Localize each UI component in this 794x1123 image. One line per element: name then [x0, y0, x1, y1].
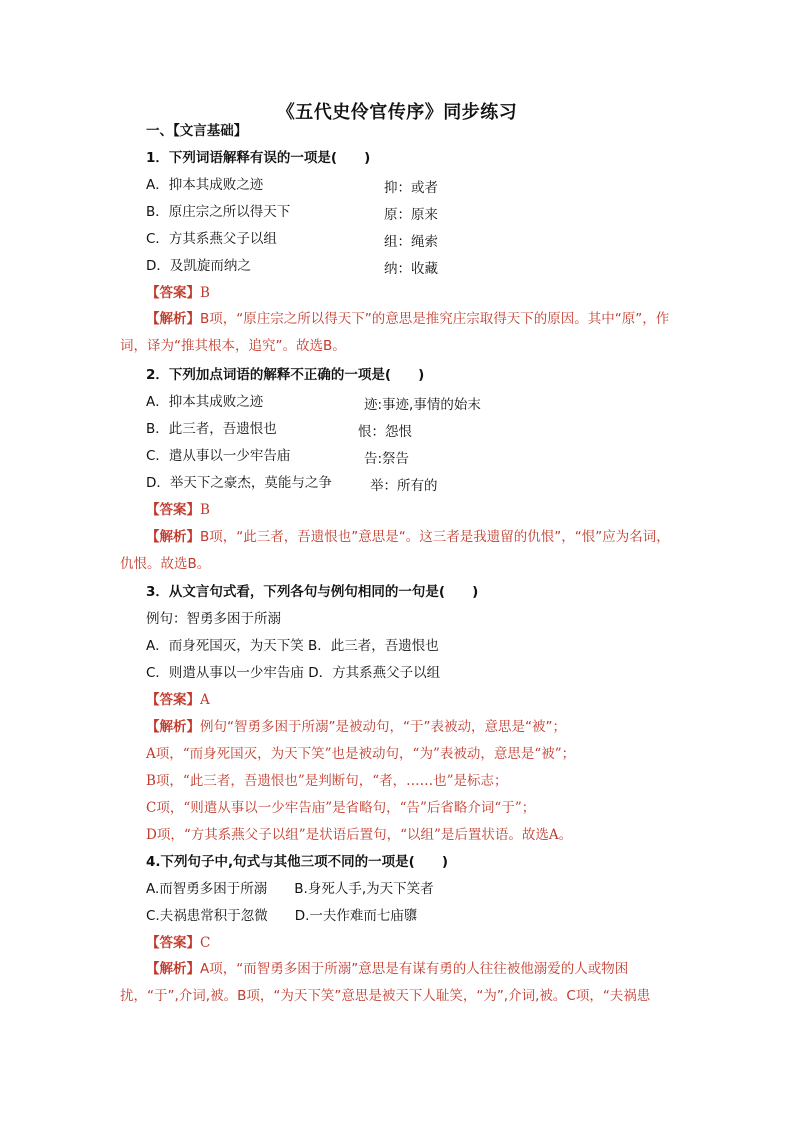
q4-options-row-2: C.夫祸患常积于忽微 D.一夫作难而七庙隳: [146, 908, 418, 924]
q1-option-d-gloss: 纳：收藏: [384, 261, 438, 277]
q3-explanation-line-4: C项，“则遣从事以一少牢告庙”是省略句，“告”后省略介词“于”；: [146, 800, 536, 816]
question-1-stem: 1．下列词语解释有误的一项是( ): [146, 150, 371, 166]
q1-option-a-gloss: 抑：或者: [384, 180, 438, 196]
explanation-text: 例句“智勇多困于所溺”是被动句，“于”表被动，意思是“被”；: [200, 719, 566, 735]
question-3-stem: 3．从文言句式看，下列各句与例句相同的一句是( ): [146, 584, 479, 600]
q1-answer: [146, 284, 210, 302]
explanation-tag: 【解析】: [146, 961, 200, 977]
q2-option-b: B．此三者，吾遗恨也: [146, 421, 277, 437]
q1-option-d: D．及凯旋而纳之: [146, 258, 251, 274]
section-heading: 一、【文言基础】: [146, 123, 248, 139]
q3-explanation-line-5: D项，“方其系燕父子以组”是状语后置句，“以组”是后置状语。故选A。: [146, 827, 573, 843]
q2-option-a-gloss: 迹:事迹,事情的始末: [364, 397, 481, 413]
q4-options-row-1: A.而智勇多困于所溺 B.身死人手,为天下笑者: [146, 881, 434, 897]
question-2-stem: 2．下列加点词语的解释不正确的一项是( ): [146, 367, 425, 383]
q2-option-c: C．遣从事以一少牢告庙: [146, 448, 291, 464]
explanation-tag: 【解析】: [146, 719, 200, 735]
q1-option-c: C．方其系燕父子以组: [146, 231, 277, 247]
q2-answer: [146, 501, 210, 519]
q4-explanation: [120, 956, 680, 1010]
answer-value: A: [200, 692, 210, 708]
answer-tag: 【答案】: [146, 692, 200, 708]
question-4-stem: 4.下列句子中,句式与其他三项不同的一项是( ): [146, 854, 448, 870]
q3-options-row-1: A．而身死国灭，为天下笑 B．此三者，吾遗恨也: [146, 638, 439, 654]
explanation-text: B项，“原庄宗之所以得天下”的意思是推究庄宗取得天下的原因。其中“原”，作词，译为“推其根本，追究”。故选B。: [120, 311, 670, 354]
q4-answer: [146, 934, 210, 952]
q2-option-a: A．抑本其成败之迹: [146, 394, 264, 410]
q3-answer: [146, 691, 210, 709]
answer-tag: 【答案】: [146, 935, 200, 951]
q3-example: 例句：智勇多困于所溺: [146, 611, 281, 627]
answer-value: B: [200, 285, 210, 301]
explanation-text: B项，“此三者，吾遗恨也”意思是“。这三者是我遗留的仇恨”，“恨”应为名词，仇恨。故选B。: [120, 529, 670, 572]
answer-tag: 【答案】: [146, 285, 200, 301]
explanation-tag: 【解析】: [146, 311, 200, 327]
explanation-tag: 【解析】: [146, 529, 200, 545]
q1-option-a: A．抑本其成败之迹: [146, 177, 264, 193]
q2-explanation: [120, 524, 680, 578]
answer-value: C: [200, 935, 211, 951]
q2-option-b-gloss: 恨：怨恨: [358, 424, 412, 440]
answer-tag: 【答案】: [146, 502, 200, 518]
q3-explanation-line-1: [146, 718, 566, 736]
q1-option-c-gloss: 组：绳索: [384, 234, 438, 250]
q3-explanation-line-2: A项，“而身死国灭，为天下笑”也是被动句，“为”表被动，意思是“被”；: [146, 746, 576, 762]
answer-value: B: [200, 502, 210, 518]
q2-option-c-gloss: 告:祭告: [364, 451, 410, 467]
q1-explanation: [120, 306, 680, 360]
q2-option-d: D．举天下之豪杰，莫能与之争: [146, 475, 332, 491]
q3-options-row-2: C．则遣从事以一少牢告庙 D．方其系燕父子以组: [146, 665, 441, 681]
explanation-text: A项，“而智勇多困于所溺”意思是有谋有勇的人往往被他溺爱的人或物困扰，“于”,介词,被。B项，“为天下笑”意思是被天下人耻笑，“为”,介词,被。C项，“夫祸患: [120, 961, 651, 1004]
q1-option-b-gloss: 原：原来: [384, 207, 438, 223]
q2-option-d-gloss: 举：所有的: [370, 478, 438, 494]
q1-option-b: B．原庄宗之所以得天下: [146, 204, 291, 220]
page-title: 《五代史伶官传序》同步练习: [276, 102, 518, 123]
q3-explanation-line-3: B项，“此三者，吾遗恨也”是判断句，“者，……也”是标志；: [146, 773, 508, 789]
